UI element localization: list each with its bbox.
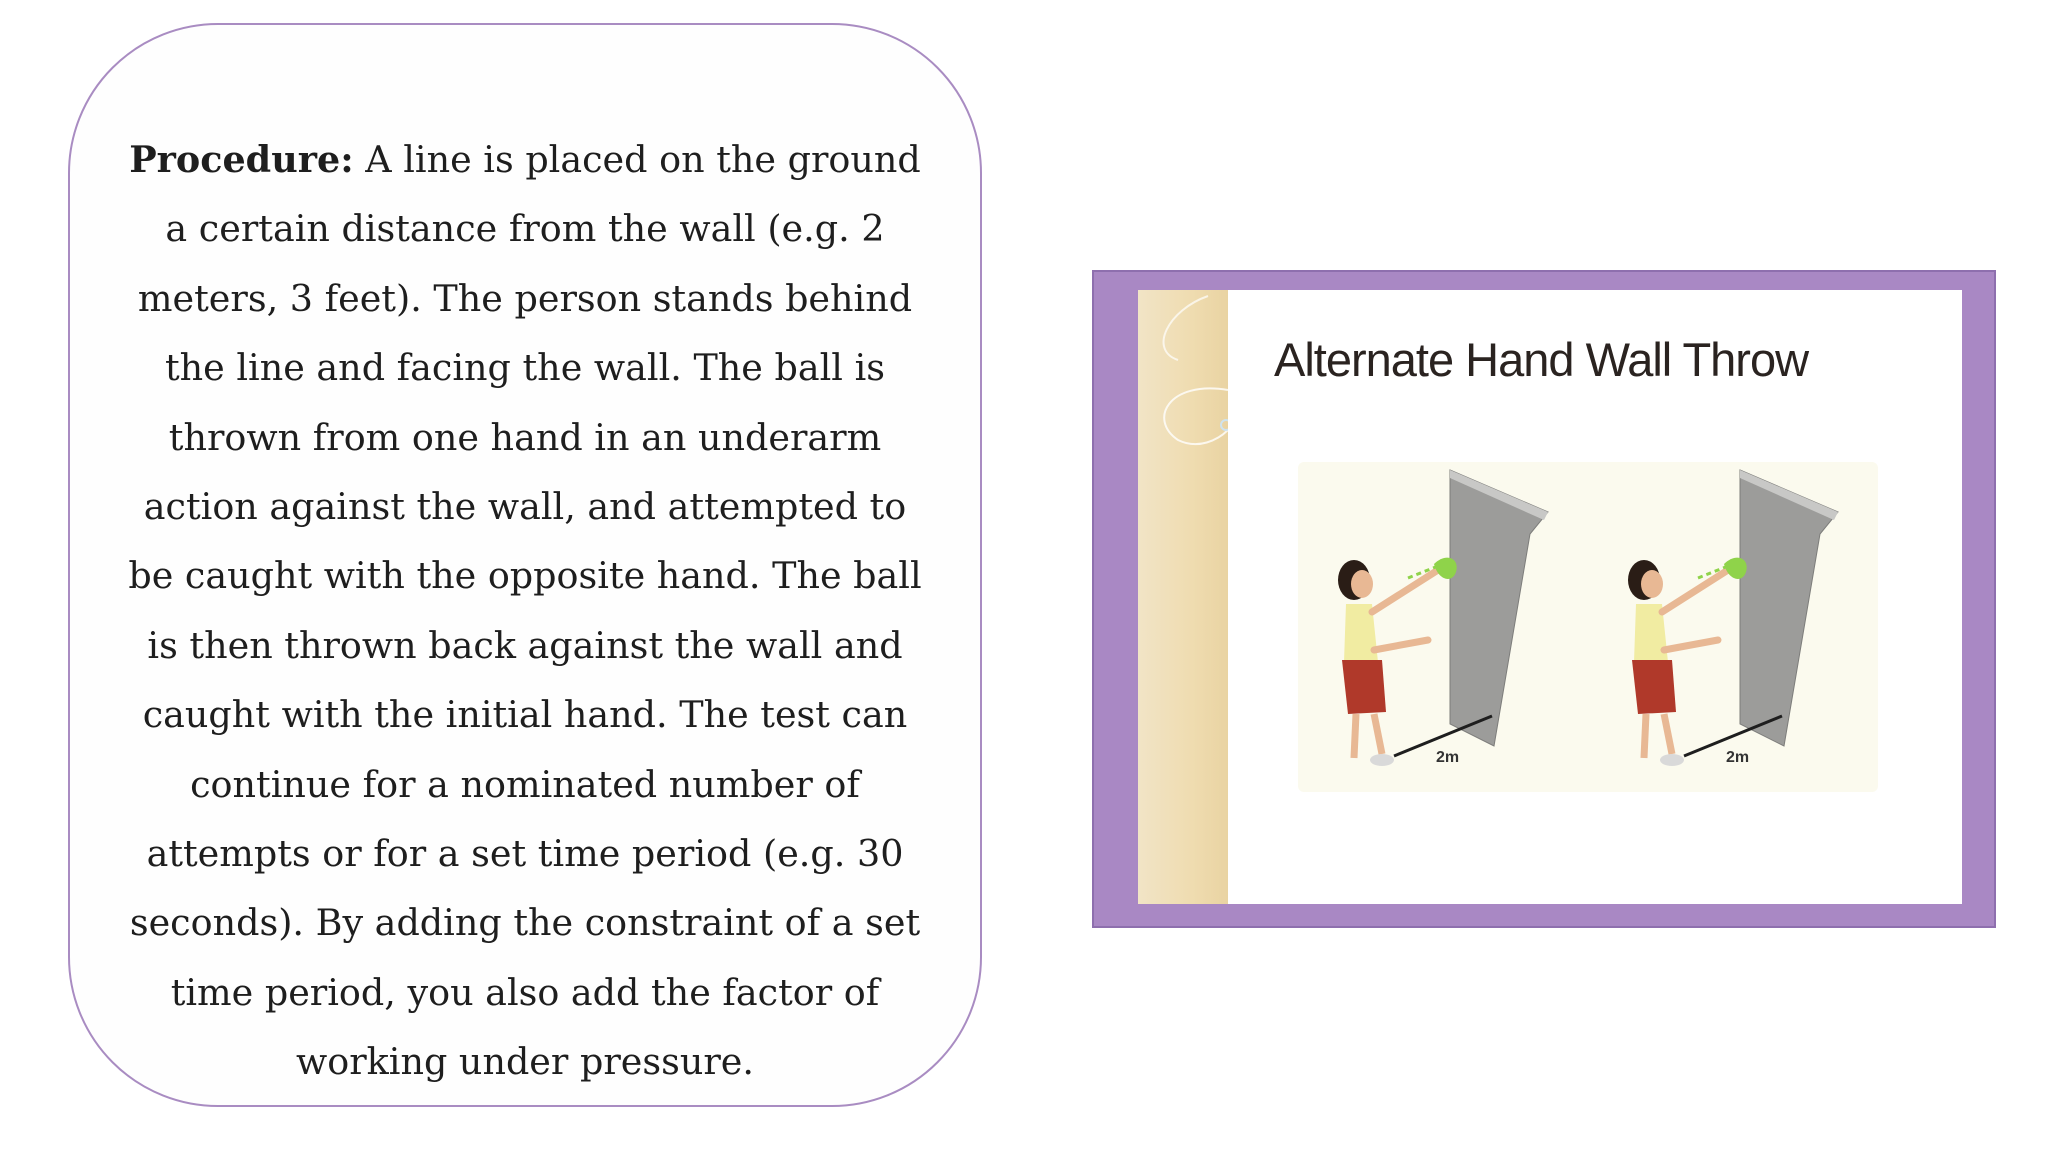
procedure-text: A line is placed on the ground a certain distance from the wall (e.g. 2 meters, 3 feet). The person stands behind the line and facing the wall. The ball is thrown from one hand in an underarm action against the wall, and attempted to be caught with the opposite hand. The ball is then thrown back against the wall and caught with the initial hand. The test can continue for a nominated number of attempts or for a set time period (e.g. 30 seconds). By adding the constraint of a set time period, you also add the factor of working under pressure. xyxy=(128,138,922,1084)
slide-decorative-strip xyxy=(1138,290,1228,904)
girl-leg-b-right xyxy=(1664,714,1672,754)
girl-face-right xyxy=(1641,570,1663,598)
ball-splash-left-icon xyxy=(1434,558,1457,579)
procedure-paragraph xyxy=(120,125,930,1097)
slide-image xyxy=(1138,290,1962,904)
left-scene xyxy=(1338,470,1548,766)
girl-shorts-right xyxy=(1632,660,1676,714)
girl-face-left xyxy=(1351,570,1373,598)
girl-shorts-left xyxy=(1342,660,1386,714)
procedure-label: Procedure: xyxy=(129,138,354,181)
girl-leg-a-left xyxy=(1354,714,1356,758)
slide-title: Alternate Hand Wall Throw xyxy=(1274,333,1809,386)
wall-throw-illustration xyxy=(1298,462,1878,792)
wall-throw-drawing xyxy=(1298,462,1878,792)
slide-frame xyxy=(1092,270,1996,928)
ball-splash-right-icon xyxy=(1724,558,1747,579)
shoe-right xyxy=(1660,754,1684,766)
girl-leg-b-left xyxy=(1374,714,1382,754)
distance-label-right: 2m xyxy=(1726,749,1750,766)
girl-arm-low-right xyxy=(1664,640,1718,650)
girl-leg-a-right xyxy=(1644,714,1646,758)
swirl-decoration-icon xyxy=(1138,290,1228,904)
girl-arm-low-left xyxy=(1374,640,1428,650)
shoe-left xyxy=(1370,754,1394,766)
distance-label-left: 2m xyxy=(1436,749,1460,766)
girl-arm-up-right xyxy=(1662,570,1728,612)
right-scene xyxy=(1628,470,1838,766)
girl-arm-up-left xyxy=(1372,570,1438,612)
